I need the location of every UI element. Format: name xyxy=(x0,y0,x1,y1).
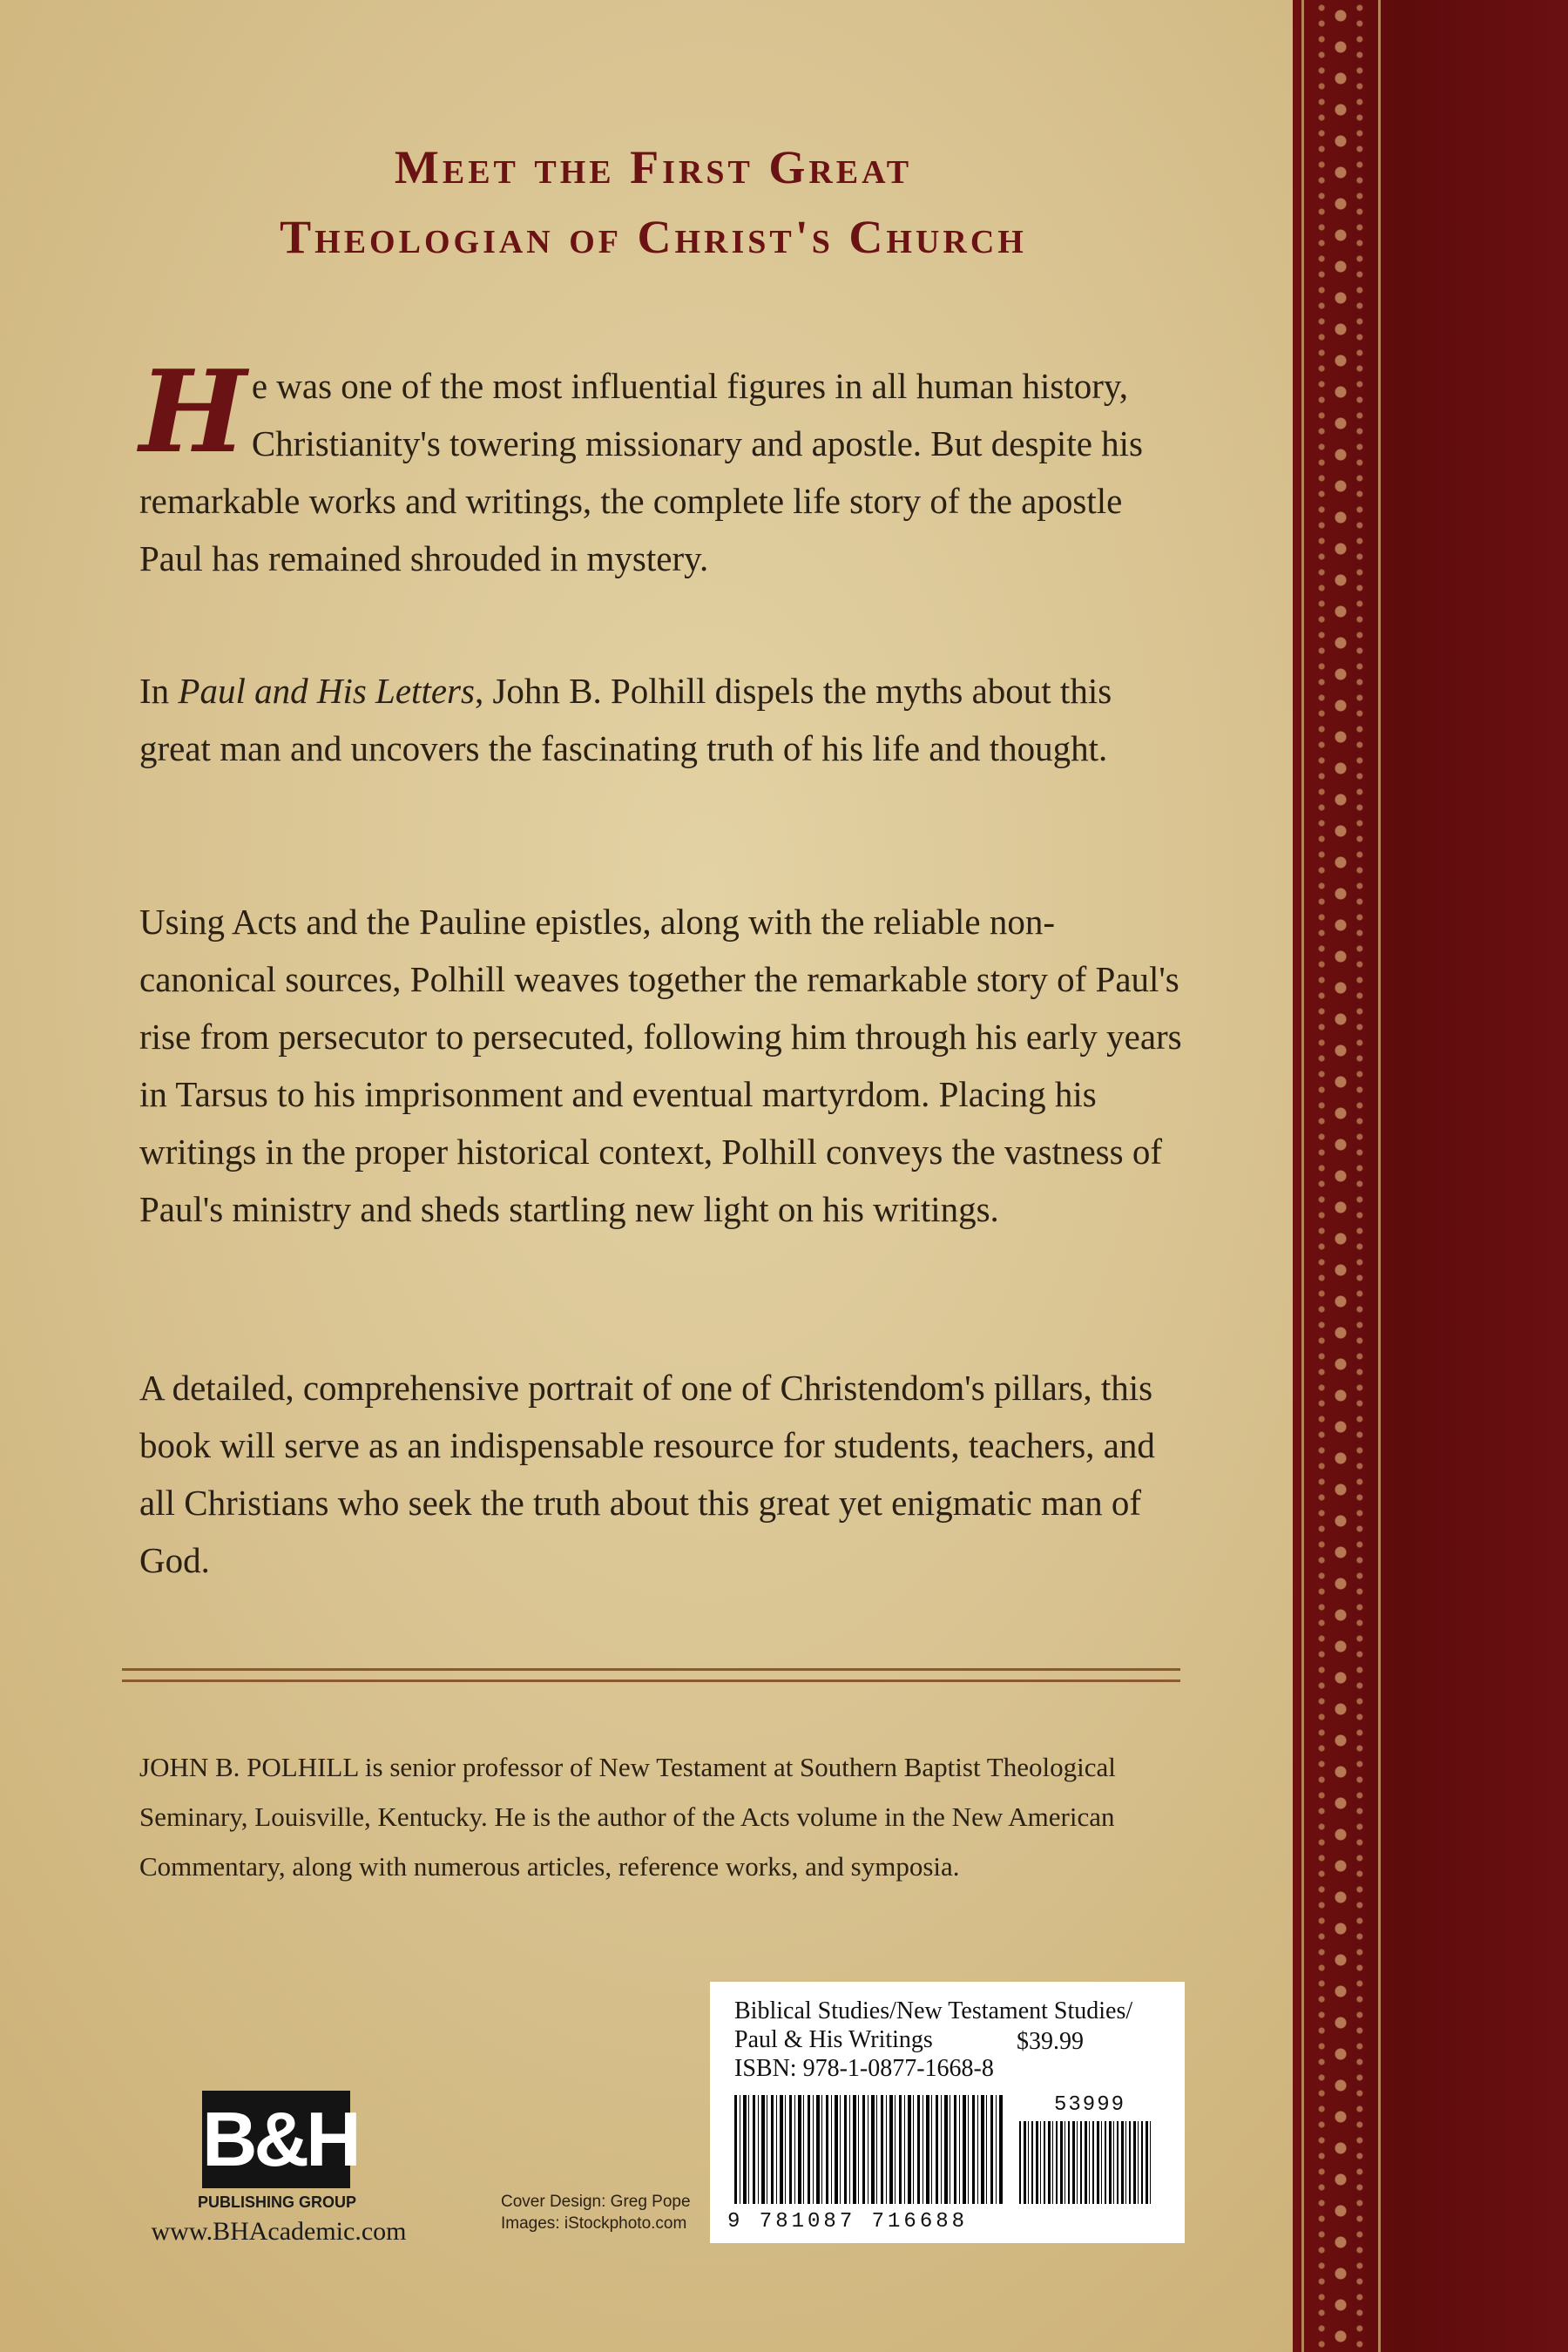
cover-design-credit: Cover Design: Greg Pope xyxy=(501,2193,691,2211)
description-paragraph-4: A detailed, comprehensive portrait of one of Christendom's pillars, this book will serve as an indispensable resource for students, teachers, and all Christians who seek the truth about this great yet enigmatic man of God. xyxy=(139,1368,1155,1580)
category-line-2: Paul & His Writings xyxy=(734,2026,933,2053)
headline-line-2: Theologian of Christ's Church xyxy=(280,211,1027,263)
cover-credits xyxy=(501,2191,727,2234)
description-paragraph-3: Using Acts and the Pauline epistles, along with the reliable non-canonical sources, Polhill weaves together the remarkable story of Paul's rise from persecutor to persecuted, following him through his early years in Tarsus to his imprisonment and eventual martyrdom. Placing his writings in the proper historical context, Polhill conveys the vastness of Paul's ministry and sheds startling new light on his writings. xyxy=(139,902,1182,1229)
barcode-label xyxy=(710,1982,1185,2243)
paragraph-text: e was one of the most influential figures in all human history, Christianity's towering missionary and apostle. But despite his remarkable works and writings, the complete life story of the apostle Paul has remained shrouded in mystery. xyxy=(139,366,1144,578)
description-paragraph-1 xyxy=(139,345,1185,587)
paragraph-text: In xyxy=(139,671,179,711)
ean-barcode-bars xyxy=(734,2095,1004,2204)
images-credit: Images: iStockphoto.com xyxy=(501,2214,687,2233)
ornament-border-line xyxy=(1301,0,1304,2352)
divider-rule xyxy=(122,1668,1180,1671)
category-line-1: Biblical Studies/New Testament Studies/ xyxy=(734,1997,1133,2024)
price: $39.99 xyxy=(1017,2028,1084,2055)
description-paragraph-2 xyxy=(139,662,1185,777)
floral-ornament-band xyxy=(1307,0,1375,2352)
addon-price-code: 53999 xyxy=(1054,2093,1126,2117)
book-title: Paul and His Letters xyxy=(178,671,475,711)
publisher-website: www.BHAcademic.com xyxy=(151,2217,407,2246)
author-bio: JOHN B. POLHILL is senior professor of New Testament at Southern Baptist Theological Seminary, Louisville, Kentucky. He is the author of the Acts volume in the New American Commentary, along with numerous articles, reference works, and symposia. xyxy=(139,1752,1116,1882)
paragraph-text: , John B. Polhill dispels the myths about this great man and uncovers the fascinating truth of his life and thought. xyxy=(139,671,1112,768)
divider-rule xyxy=(122,1680,1180,1682)
ean-human-readable: 9 781087 716688 xyxy=(727,2210,969,2234)
publisher-group-label: PUBLISHING GROUP xyxy=(197,2193,356,2211)
ornament-border-line xyxy=(1378,0,1381,2352)
headline-line-1: Meet the First Great xyxy=(394,141,913,193)
isbn: ISBN: 978-1-0877-1668-8 xyxy=(734,2055,994,2082)
addon-barcode-bars xyxy=(1019,2121,1152,2204)
publisher-logo: B&H xyxy=(202,2091,350,2188)
drop-cap: H xyxy=(139,345,247,478)
